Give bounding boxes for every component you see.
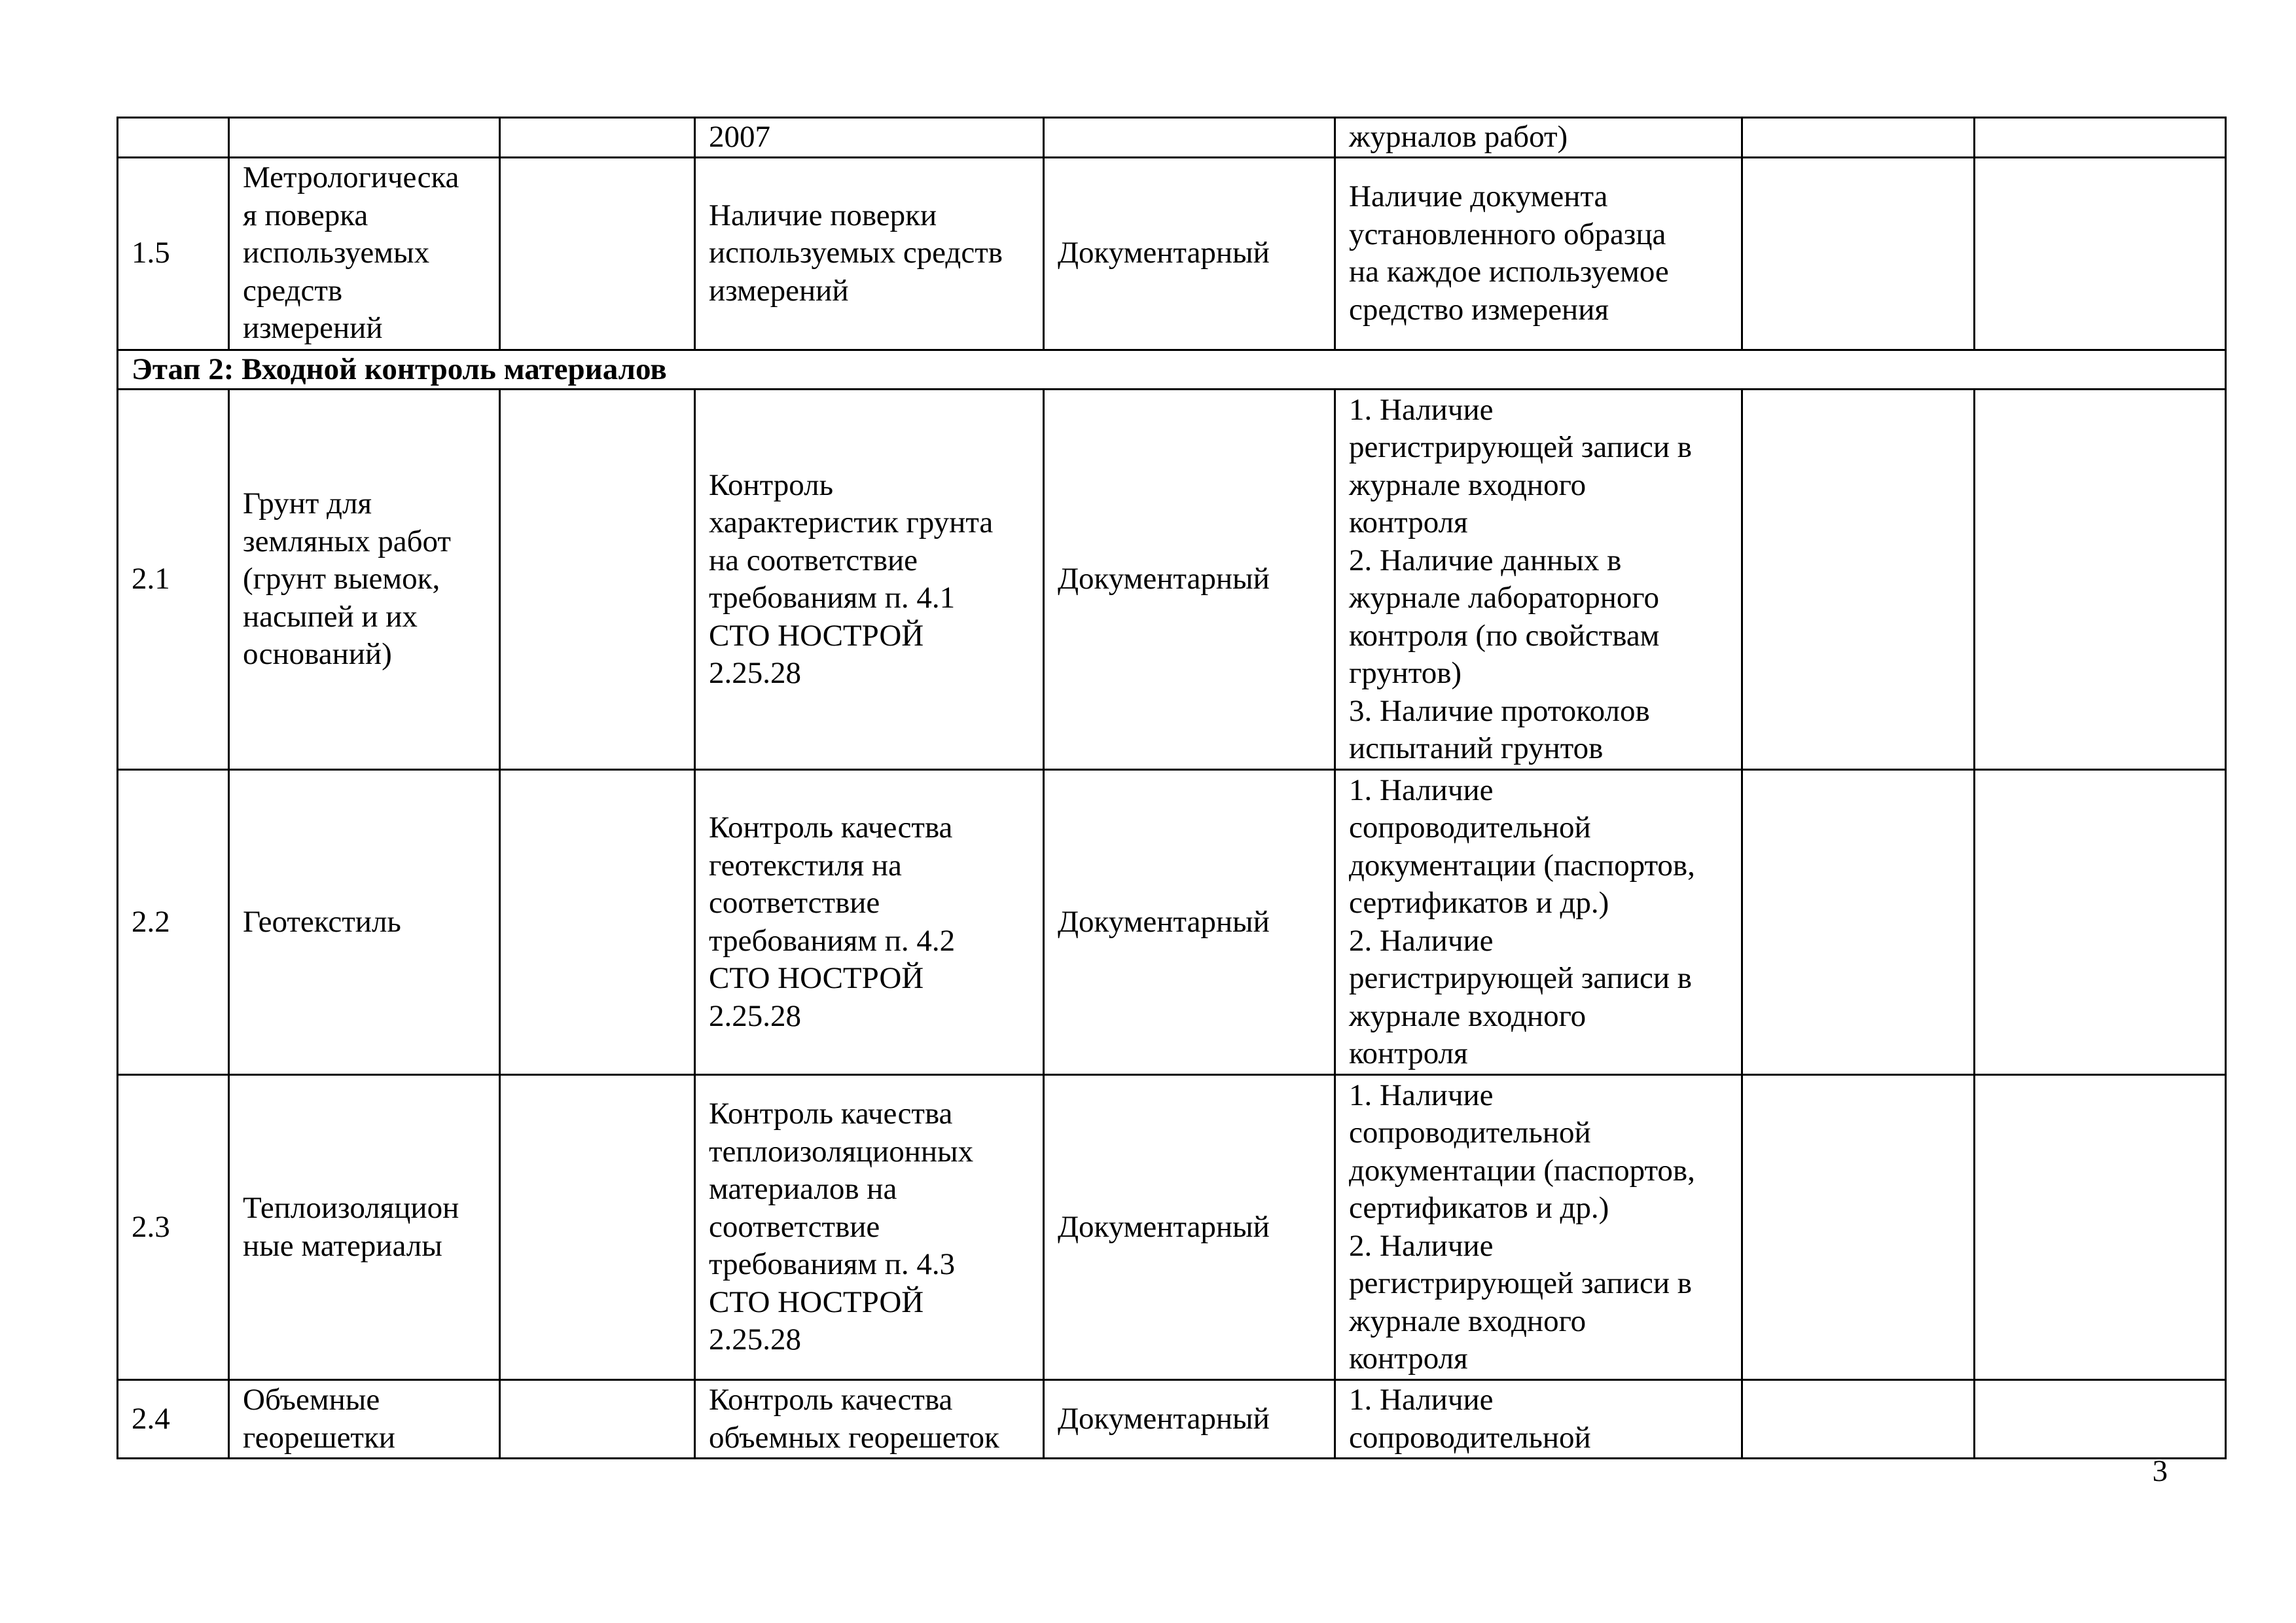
cell-number: 2.1 [118, 390, 229, 770]
cell-empty [1975, 118, 2226, 158]
table-row-2-1 [118, 390, 2226, 770]
cell-empty [500, 118, 695, 158]
cell-number: 2.3 [118, 1075, 229, 1380]
cell-empty [1975, 390, 2226, 770]
cell-method: Документарный [1044, 770, 1335, 1075]
table-row-2-2 [118, 770, 2226, 1075]
cell-method [1044, 118, 1335, 158]
cell-empty [1975, 157, 2226, 350]
cell-empty [500, 770, 695, 1075]
cell-subject: Наличие поверки используемых средств измерений [695, 157, 1044, 350]
cell-criteria: 1. Наличие сопроводительной документации (паспортов, сертификатов и др.) 2. Наличие регистрирующей записи в журнале входного контроля [1335, 770, 1742, 1075]
cell-empty [500, 390, 695, 770]
cell-object: Грунт для земляных работ (грунт выемок, насыпей и их оснований) [229, 390, 500, 770]
cell-number [118, 118, 229, 158]
cell-empty [500, 157, 695, 350]
cell-empty [1975, 770, 2226, 1075]
cell-object: Геотекстиль [229, 770, 500, 1075]
cell-empty [500, 1075, 695, 1380]
cell-criteria: Наличие документа установленного образца на каждое используемое средство измерения [1335, 157, 1742, 350]
cell-number: 2.4 [118, 1380, 229, 1459]
cell-method: Документарный [1044, 1075, 1335, 1380]
table-row-1-5 [118, 157, 2226, 350]
cell-number: 1.5 [118, 157, 229, 350]
cell-empty [1742, 1380, 1975, 1459]
cell-empty [500, 1380, 695, 1459]
cell-subject: Контроль качества геотекстиля на соответствие требованиям п. 4.2 СТО НОСТРОЙ 2.25.28 [695, 770, 1044, 1075]
cell-empty [1975, 1380, 2226, 1459]
cell-criteria: 1. Наличие сопроводительной документации (паспортов, сертификатов и др.) 2. Наличие регистрирующей записи в журнале входного контроля [1335, 1075, 1742, 1380]
page-number: 3 [2152, 1454, 2168, 1488]
cell-criteria: 1. Наличие регистрирующей записи в журнале входного контроля 2. Наличие данных в журнале лабораторного контроля (по свойствам грунтов) 3. Наличие протоколов испытаний грунтов [1335, 390, 1742, 770]
cell-empty [1742, 157, 1975, 350]
cell-object: Объемные георешетки [229, 1380, 500, 1459]
stage-header-row [118, 350, 2226, 390]
table-row-continuation [118, 118, 2226, 158]
cell-criteria: журналов работ) [1335, 118, 1742, 158]
inspection-table [117, 117, 2227, 1459]
cell-number: 2.2 [118, 770, 229, 1075]
cell-object: Теплоизоляцион ные материалы [229, 1075, 500, 1380]
stage-title: Этап 2: Входной контроль материалов [118, 350, 2226, 390]
cell-method: Документарный [1044, 1380, 1335, 1459]
cell-empty [1742, 1075, 1975, 1380]
cell-subject: 2007 [695, 118, 1044, 158]
cell-criteria: 1. Наличие сопроводительной [1335, 1380, 1742, 1459]
cell-subject: Контроль характеристик грунта на соответствие требованиям п. 4.1 СТО НОСТРОЙ 2.25.28 [695, 390, 1044, 770]
table-row-2-4 [118, 1380, 2226, 1459]
cell-object [229, 118, 500, 158]
cell-method: Документарный [1044, 157, 1335, 350]
cell-empty [1742, 118, 1975, 158]
cell-subject: Контроль качества объемных георешеток [695, 1380, 1044, 1459]
cell-method: Документарный [1044, 390, 1335, 770]
cell-empty [1975, 1075, 2226, 1380]
cell-object: Метрологическа я поверка используемых средств измерений [229, 157, 500, 350]
cell-subject: Контроль качества теплоизоляционных материалов на соответствие требованиям п. 4.3 СТО НОСТРОЙ 2.25.28 [695, 1075, 1044, 1380]
table-row-2-3 [118, 1075, 2226, 1380]
cell-empty [1742, 770, 1975, 1075]
cell-empty [1742, 390, 1975, 770]
